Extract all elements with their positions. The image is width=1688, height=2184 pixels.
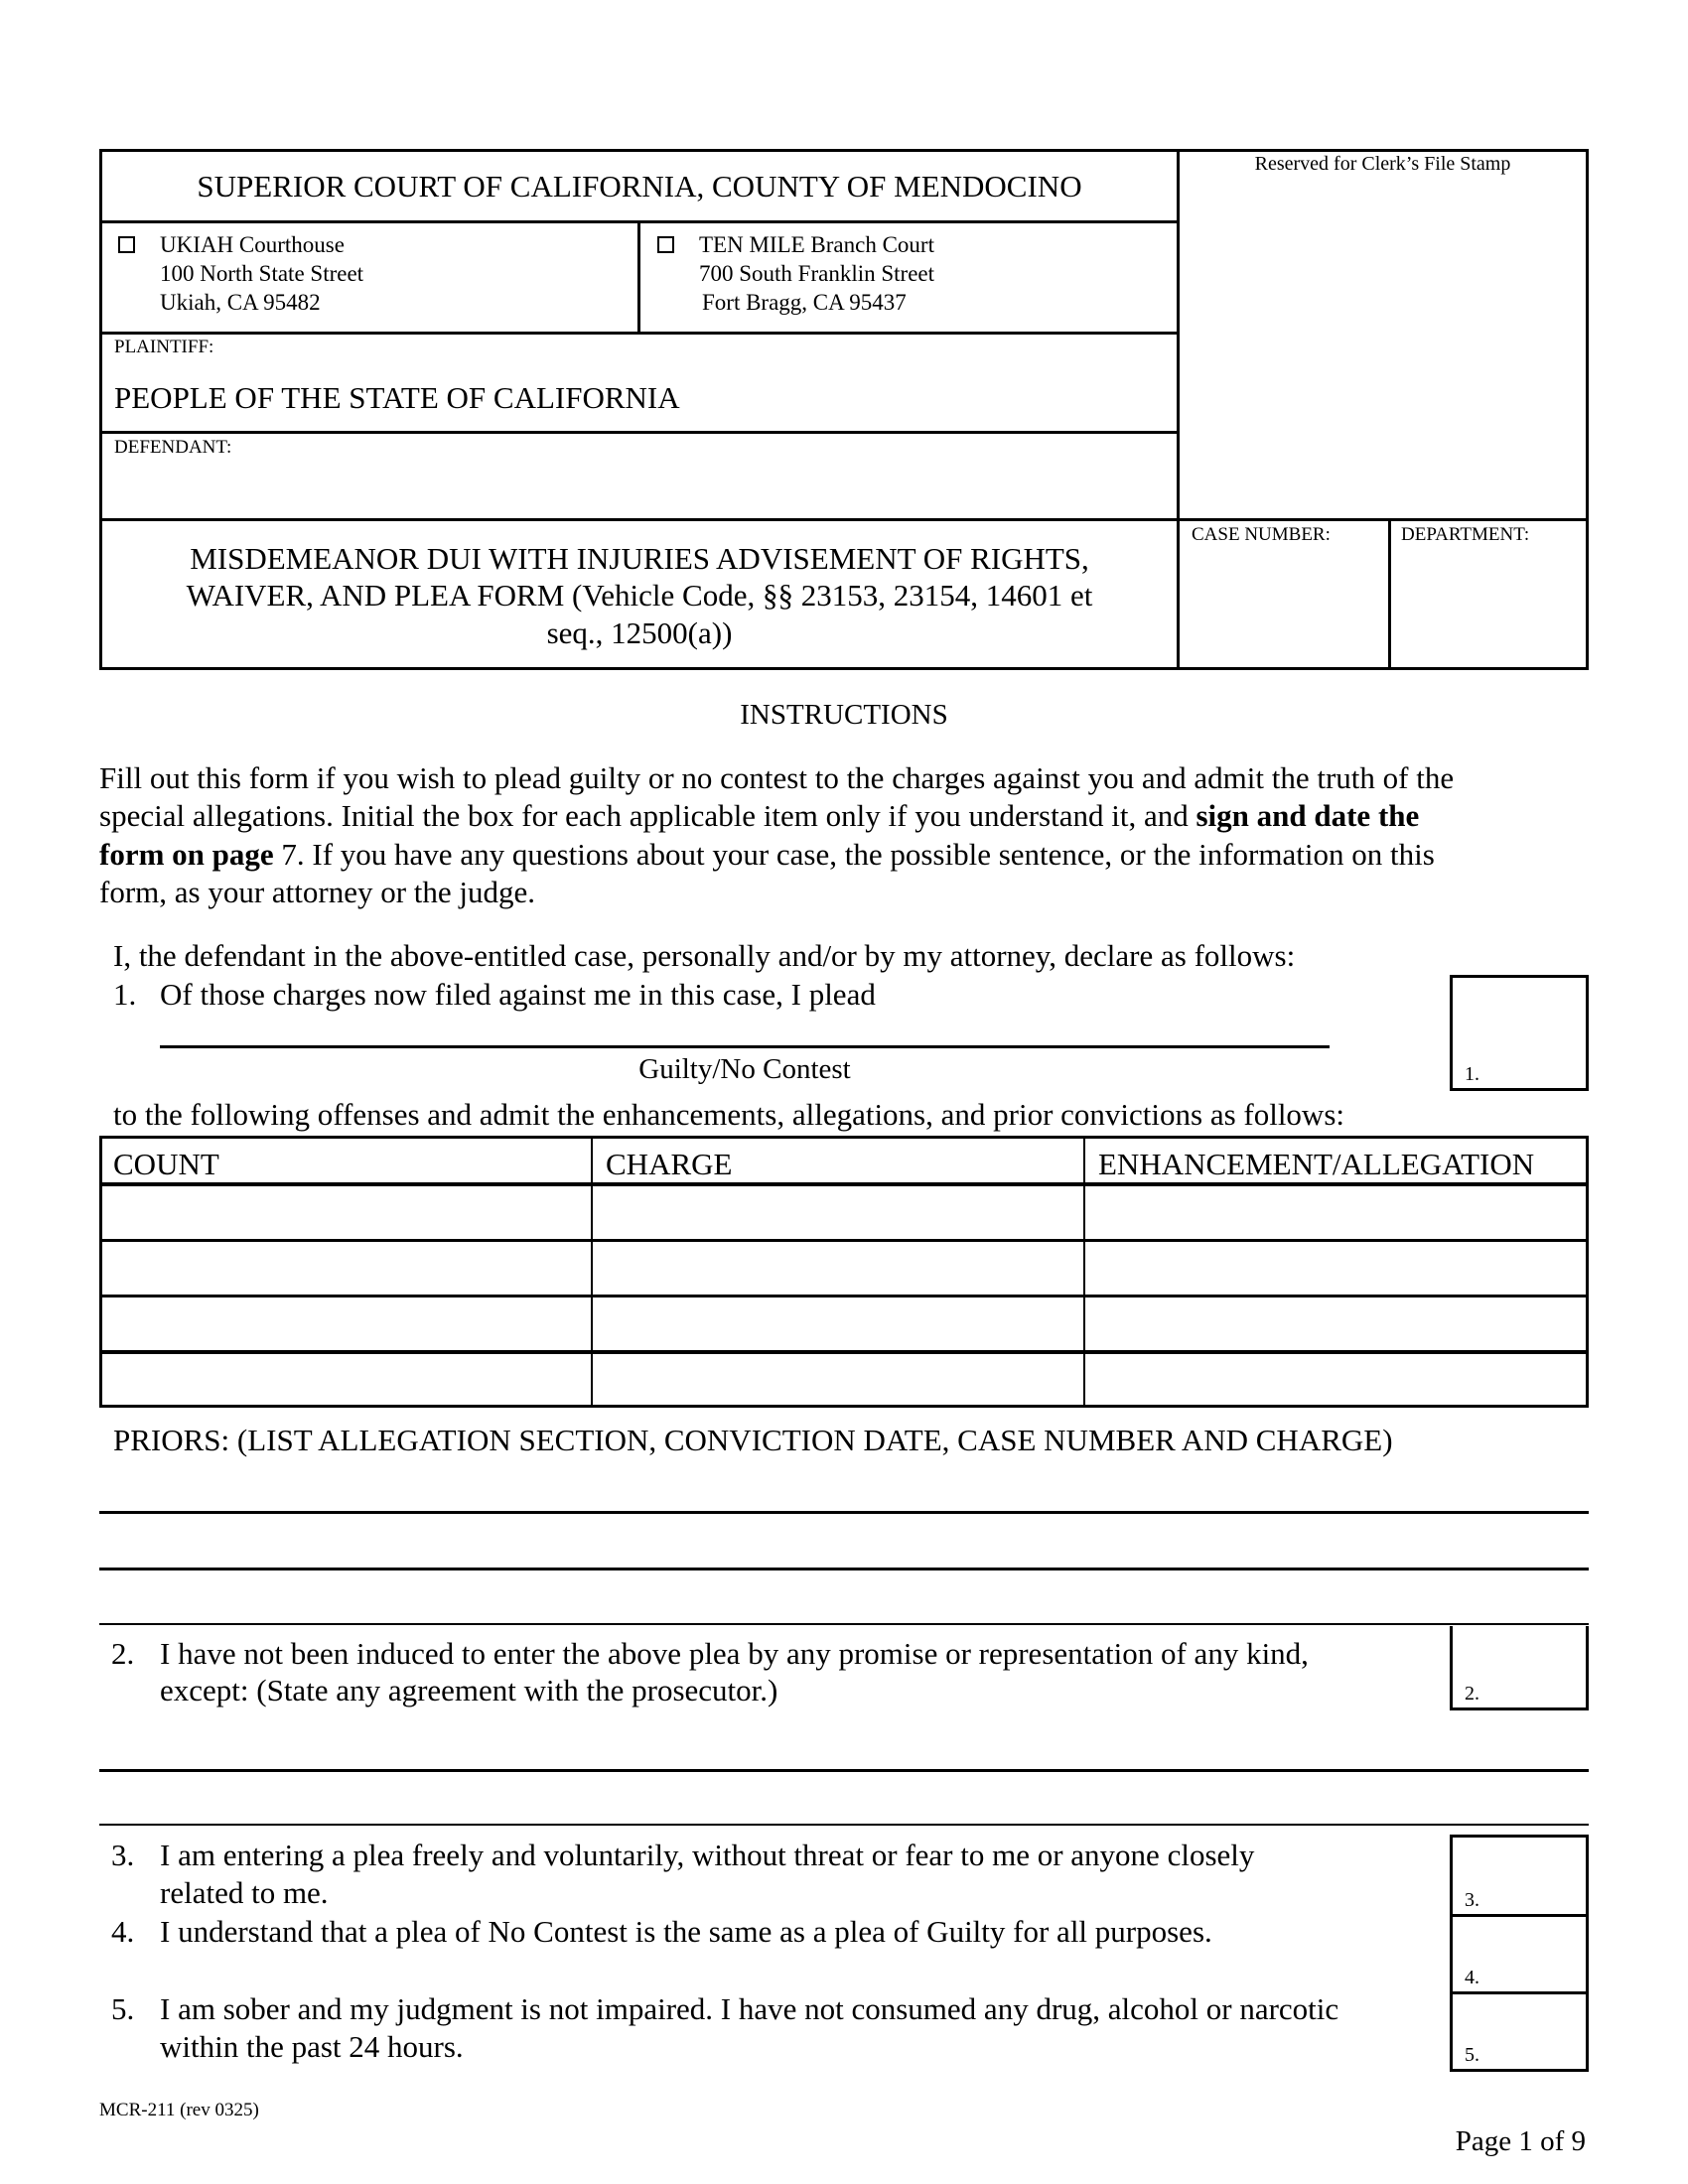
ten-mile-name: TEN MILE Branch Court [699,232,934,257]
priors-label: PRIORS: (LIST ALLEGATION SECTION, CONVICTION DATE, CASE NUMBER AND CHARGE) [113,1423,1393,1457]
divider [99,431,1179,434]
table-row-2-count[interactable] [109,1246,586,1290]
form-title-line-1: MISDEMEANOR DUI WITH INJURIES ADVISEMENT OF RIGHTS, [190,541,1089,576]
table-row-4-count[interactable] [109,1357,586,1401]
column-header-enhancement: ENHANCEMENT/ALLEGATION [1098,1147,1535,1181]
instructions-text: special allegations. Initial the box for each applicable item only if you understand it, and [99,798,1196,833]
caption-top-border [99,149,1589,152]
table-row-4-enhancement[interactable] [1093,1357,1580,1401]
plaintiff-label: PLAINTIFF: [114,337,214,357]
table-row-2-charge[interactable] [601,1246,1077,1290]
ten-mile-street: 700 South Franklin Street [699,261,935,286]
priors-line-3-field[interactable] [99,1586,1589,1622]
table-col-divider [1083,1136,1085,1408]
column-header-count: COUNT [113,1147,219,1181]
initial-box-4[interactable] [1450,1914,1589,1994]
defendant-field[interactable] [114,472,1167,511]
table-row-1-count[interactable] [109,1191,586,1235]
table-header-border [99,1182,1589,1186]
initial-box-5-label: 5. [1465,2044,1479,2066]
item-2-number: 2. [111,1636,135,1671]
item-2-line-1: I have not been induced to enter the above plea by any promise or representation of any kind, [160,1636,1309,1671]
agreement-line-2 [99,1824,1589,1826]
priors-line-2 [99,1568,1589,1570]
page-number: Page 1 of 9 [1455,2125,1586,2157]
form-title-line-2: WAIVER, AND PLEA FORM (Vehicle Code, §§ 23153, 23154, 14601 et [186,578,1093,613]
ukiah-checkbox[interactable] [118,236,135,253]
court-title: SUPERIOR COURT OF CALIFORNIA, COUNTY OF MENDOCINO [197,169,1082,204]
ukiah-name: UKIAH Courthouse [160,232,345,257]
offenses-intro: to the following offenses and admit the enhancements, allegations, and prior convictions as follows: [113,1097,1344,1132]
declaration-intro: I, the defendant in the above-entitled case, personally and/or by my attorney, declare as follows: [113,938,1296,973]
initial-box-3-label: 3. [1465,1889,1479,1911]
initial-box-5[interactable] [1450,1991,1589,2072]
item-4-line-1: I understand that a plea of No Contest is the same as a plea of Guilty for all purposes. [160,1914,1212,1949]
plea-caption: Guilty/No Contest [638,1053,851,1085]
form-id: MCR-211 (rev 0325) [99,2100,259,2120]
table-border [99,1405,1589,1408]
table-row-1-enhancement[interactable] [1093,1191,1580,1235]
table-border [99,1136,102,1408]
defendant-label: DEFENDANT: [114,437,232,458]
item-5-line-1: I am sober and my judgment is not impaired. I have not consumed any drug, alcohol or narcotic [160,1991,1339,2026]
ten-mile-checkbox[interactable] [657,236,674,253]
priors-line-3 [99,1623,1589,1625]
table-row-border [99,1295,1589,1297]
ukiah-street: 100 North State Street [160,261,364,286]
initial-box-1-label: 1. [1465,1063,1479,1085]
department-field[interactable] [1401,566,1580,655]
instructions-line [99,800,1419,831]
agreement-line-2-field[interactable] [99,1787,1589,1823]
initial-box-2-label: 2. [1465,1683,1479,1705]
instructions-emphasis: sign and date the [1196,798,1420,833]
divider [99,518,1589,521]
priors-line-1 [99,1511,1589,1514]
department-label: DEPARTMENT: [1401,524,1530,545]
item-5-number: 5. [111,1991,135,2026]
plaintiff-value[interactable]: PEOPLE OF THE STATE OF CALIFORNIA [114,380,680,415]
case-number-field[interactable] [1192,566,1380,655]
clerk-stamp-label: Reserved for Clerk’s File Stamp [1254,153,1511,175]
ukiah-city: Ukiah, CA 95482 [160,290,321,315]
item-4-number: 4. [111,1914,135,1949]
table-border [99,1136,1589,1139]
item-1-number: 1. [113,977,137,1012]
item-2-line-2: except: (State any agreement with the prosecutor.) [160,1673,778,1707]
table-row-border [99,1350,1589,1354]
table-row-border [99,1239,1589,1242]
ten-mile-city: Fort Bragg, CA 95437 [702,290,907,315]
initial-box-3[interactable] [1450,1835,1589,1917]
instructions-line [99,839,1435,870]
instructions-text: 7. If you have any questions about your case, the possible sentence, or the information on this [273,837,1435,872]
table-row-2-enhancement[interactable] [1093,1246,1580,1290]
initial-box-2[interactable] [1450,1626,1589,1710]
item-1-text: Of those charges now filed against me in this case, I plead [160,977,876,1012]
column-header-charge: CHARGE [606,1147,733,1181]
caption-bottom-border [99,667,1589,670]
initial-box-4-label: 4. [1465,1967,1479,1988]
item-3-line-2: related to me. [160,1875,329,1910]
instructions-emphasis: form on page [99,837,274,872]
courthouse-divider [637,220,640,334]
table-row-4-charge[interactable] [601,1357,1077,1401]
item-5-line-2: within the past 24 hours. [160,2029,464,2064]
priors-line-2-field[interactable] [99,1531,1589,1567]
table-row-1-charge[interactable] [601,1191,1077,1235]
instructions-line: Fill out this form if you wish to plead guilty or no contest to the charges against you and admit the truth of the [99,760,1455,795]
instructions-heading: INSTRUCTIONS [740,699,948,731]
form-title-line-3: seq., 12500(a)) [546,615,733,650]
table-row-3-charge[interactable] [601,1301,1077,1345]
priors-line-1-field[interactable] [99,1474,1589,1510]
agreement-line-1-field[interactable] [99,1732,1589,1768]
table-row-3-count[interactable] [109,1301,586,1345]
case-number-label: CASE NUMBER: [1192,524,1331,545]
instructions-line: form, as your attorney or the judge. [99,875,536,909]
plea-underline [160,1045,1330,1048]
table-row-3-enhancement[interactable] [1093,1301,1580,1345]
clerk-stamp-area [1182,184,1584,516]
item-3-number: 3. [111,1838,135,1872]
caption-right-border [1586,149,1589,670]
agreement-line-1 [99,1769,1589,1772]
item-3-line-1: I am entering a plea freely and voluntarily, without threat or fear to me or anyone closely [160,1838,1255,1872]
plea-field[interactable] [160,1008,1330,1045]
table-col-divider [591,1136,593,1408]
clerk-column-divider [1177,149,1180,670]
case-dept-divider [1388,518,1391,669]
table-border [1586,1136,1589,1408]
initial-box-1[interactable] [1450,975,1589,1091]
